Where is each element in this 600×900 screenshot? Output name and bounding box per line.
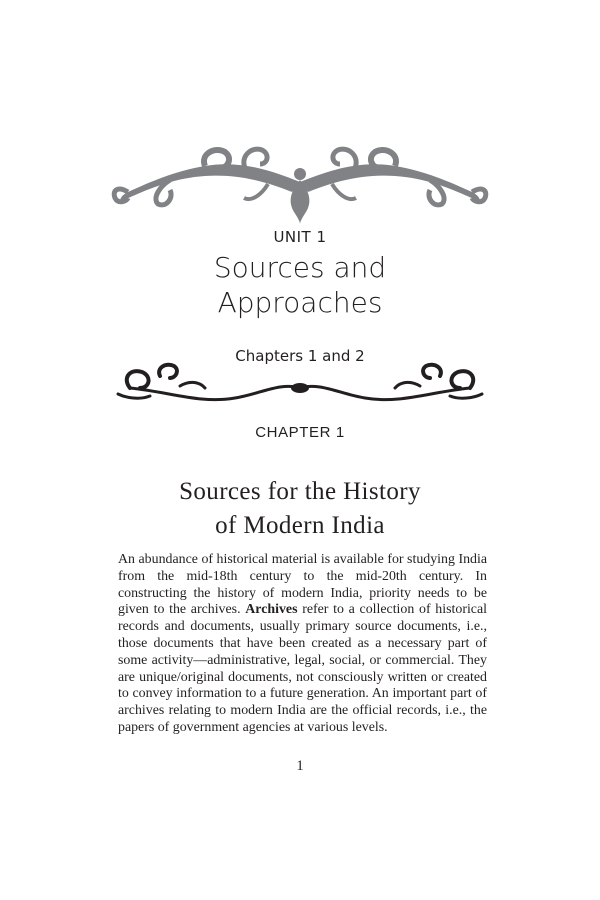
ornament-left-arm (121, 164, 300, 200)
chapter-title (0, 475, 600, 543)
archives-term: Archives (245, 602, 298, 618)
chapter-title-line-1: Sources for the History (179, 478, 421, 505)
chapter-title-line-2: of Modern India (215, 512, 385, 539)
ornament-right-arm (300, 164, 479, 200)
divider-floral-ornament (0, 358, 600, 412)
body-text-end: refer to a collection of historical records and documents, usually primary source documents, i.e., those documents that have been created as a necessary part of some activity—administrative, legal, social, or commercial. They are unique/original documents, not consciously written or created to convey information to a future generation. An important part of archives relating to modern India are the official records, i.e., the papers of government agencies at various levels. (118, 602, 487, 735)
unit-label: UNIT 1 (273, 228, 327, 246)
chapter-label: CHAPTER 1 (255, 424, 345, 441)
body-paragraph (118, 552, 487, 737)
top-floral-ornament (0, 140, 600, 230)
unit-title-line-1: Sources and (213, 251, 387, 284)
body-text-start: An abundance of historical material is available for studying India from the mid-18th century to the mid-20th century. In constructing the history of modern India, priority needs to be given to the archives. (118, 552, 487, 618)
unit-title (0, 250, 600, 320)
page-number: 1 (296, 758, 304, 774)
unit-chapters: Chapters 1 and 2 (235, 347, 365, 365)
unit-title-line-2: Approaches (217, 286, 383, 319)
